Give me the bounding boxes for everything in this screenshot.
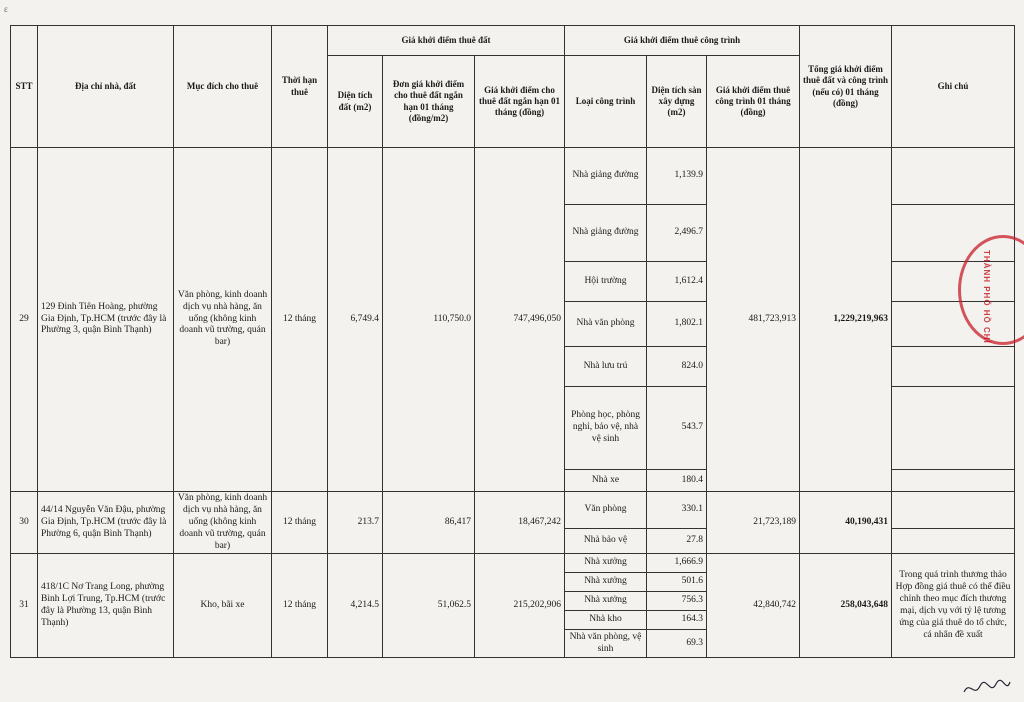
row-term: 12 tháng bbox=[272, 554, 328, 658]
building-type: Nhà xưởng bbox=[565, 592, 647, 611]
row-stt: 31 bbox=[11, 554, 38, 658]
header-building-type: Loại công trình bbox=[565, 56, 647, 148]
building-area: 543.7 bbox=[647, 387, 707, 470]
header-building-group: Giá khởi điểm thuê công trình bbox=[565, 26, 800, 56]
row-building-price: 42,840,742 bbox=[707, 554, 800, 658]
seal-text: THÀNH PHỐ HỒ CHÍ bbox=[982, 250, 991, 344]
row-purpose: Kho, bãi xe bbox=[174, 554, 272, 658]
building-area: 501.6 bbox=[647, 573, 707, 592]
row-land-unit-price: 51,062.5 bbox=[383, 554, 475, 658]
building-type: Nhà xưởng bbox=[565, 573, 647, 592]
building-type: Văn phòng bbox=[565, 492, 647, 529]
row-term: 12 tháng bbox=[272, 148, 328, 492]
note-cell bbox=[892, 387, 1015, 470]
row-purpose: Văn phòng, kinh doanh dịch vụ nhà hàng, ăn uống (không kinh doanh vũ trường, quán bar) bbox=[174, 148, 272, 492]
row-total: 258,043,648 bbox=[800, 554, 892, 658]
row-building-price: 21,723,189 bbox=[707, 492, 800, 554]
row-land-area: 4,214.5 bbox=[328, 554, 383, 658]
note-cell bbox=[892, 470, 1015, 492]
header-stt: STT bbox=[11, 26, 38, 148]
row-address: 129 Đinh Tiên Hoàng, phường Gia Định, Tp.HCM (trước đây là Phường 3, quận Bình Thạnh) bbox=[38, 148, 174, 492]
row-total: 1,229,219,963 bbox=[800, 148, 892, 492]
header-total: Tổng giá khởi điểm thuê đất và công trình (nếu có) 01 tháng (đồng) bbox=[800, 26, 892, 148]
header-land-area: Diện tích đất (m2) bbox=[328, 56, 383, 148]
header-term: Thời hạn thuê bbox=[272, 26, 328, 148]
building-type: Nhà lưu trú bbox=[565, 347, 647, 387]
building-type: Nhà giảng đường bbox=[565, 205, 647, 262]
signature bbox=[962, 676, 1012, 700]
row-address: 418/1C Nơ Trang Long, phường Bình Lợi Trung, Tp.HCM (trước đây là Phường 13, quận Bình Thạnh) bbox=[38, 554, 174, 658]
row-land-price: 215,202,906 bbox=[475, 554, 565, 658]
building-area: 1,666.9 bbox=[647, 554, 707, 573]
note-cell bbox=[892, 347, 1015, 387]
building-area: 330.1 bbox=[647, 492, 707, 529]
row-stt: 30 bbox=[11, 492, 38, 554]
table-row bbox=[11, 554, 1015, 573]
building-type: Nhà kho bbox=[565, 611, 647, 630]
building-area: 824.0 bbox=[647, 347, 707, 387]
note-cell bbox=[892, 492, 1015, 529]
row-land-unit-price: 86,417 bbox=[383, 492, 475, 554]
header-note: Ghi chú bbox=[892, 26, 1015, 148]
row-land-area: 6,749.4 bbox=[328, 148, 383, 492]
row-note: Trong quá trình thương thảo Hợp đồng giá thuê có thể điều chỉnh theo mục đích thương mại, dịch vụ với tỷ lệ tương ứng của giá thuê do tổ chức, cá nhân đề xuất bbox=[892, 554, 1015, 658]
header-address: Địa chỉ nhà, đất bbox=[38, 26, 174, 148]
header-land-unit-price: Đơn giá khởi điểm cho thuê đất ngắn hạn 01 tháng (đồng/m2) bbox=[383, 56, 475, 148]
building-area: 1,139.9 bbox=[647, 148, 707, 205]
row-stt: 29 bbox=[11, 148, 38, 492]
row-land-unit-price: 110,750.0 bbox=[383, 148, 475, 492]
header-land-price: Giá khởi điểm cho thuê đất ngắn hạn 01 tháng (đồng) bbox=[475, 56, 565, 148]
building-type: Nhà bảo vệ bbox=[565, 528, 647, 554]
note-cell bbox=[892, 528, 1015, 554]
building-type: Phòng học, phòng nghỉ, bảo vệ, nhà vệ sinh bbox=[565, 387, 647, 470]
header-purpose: Mục đích cho thuê bbox=[174, 26, 272, 148]
building-type: Nhà xưởng bbox=[565, 554, 647, 573]
building-area: 1,612.4 bbox=[647, 262, 707, 302]
building-area: 69.3 bbox=[647, 630, 707, 658]
building-area: 27.8 bbox=[647, 528, 707, 554]
row-land-price: 18,467,242 bbox=[475, 492, 565, 554]
building-area: 180.4 bbox=[647, 470, 707, 492]
note-cell bbox=[892, 148, 1015, 205]
building-type: Hội trường bbox=[565, 262, 647, 302]
building-type: Nhà văn phòng bbox=[565, 302, 647, 347]
header-land-group: Giá khởi điểm thuê đất bbox=[328, 26, 565, 56]
row-address: 44/14 Nguyễn Văn Đậu, phường Gia Định, Tp.HCM (trước đây là Phường 6, quận Bình Thạnh) bbox=[38, 492, 174, 554]
building-type: Nhà văn phòng, vệ sinh bbox=[565, 630, 647, 658]
scan-mark: ε bbox=[4, 4, 8, 14]
building-type: Nhà xe bbox=[565, 470, 647, 492]
building-area: 1,802.1 bbox=[647, 302, 707, 347]
header-building-area: Diện tích sàn xây dựng (m2) bbox=[647, 56, 707, 148]
row-land-area: 213.7 bbox=[328, 492, 383, 554]
building-type: Nhà giảng đường bbox=[565, 148, 647, 205]
row-building-price: 481,723,913 bbox=[707, 148, 800, 492]
header-building-price: Giá khởi điểm thuê công trình 01 tháng (đồng) bbox=[707, 56, 800, 148]
building-area: 756.3 bbox=[647, 592, 707, 611]
row-purpose: Văn phòng, kinh doanh dịch vụ nhà hàng, ăn uống (không kinh doanh vũ trường, quán bar) bbox=[174, 492, 272, 554]
row-land-price: 747,496,050 bbox=[475, 148, 565, 492]
building-area: 164.3 bbox=[647, 611, 707, 630]
row-term: 12 tháng bbox=[272, 492, 328, 554]
auction-price-table bbox=[10, 25, 1015, 658]
building-area: 2,496.7 bbox=[647, 205, 707, 262]
row-total: 40,190,431 bbox=[800, 492, 892, 554]
table-row bbox=[11, 492, 1015, 529]
table-row bbox=[11, 148, 1015, 205]
